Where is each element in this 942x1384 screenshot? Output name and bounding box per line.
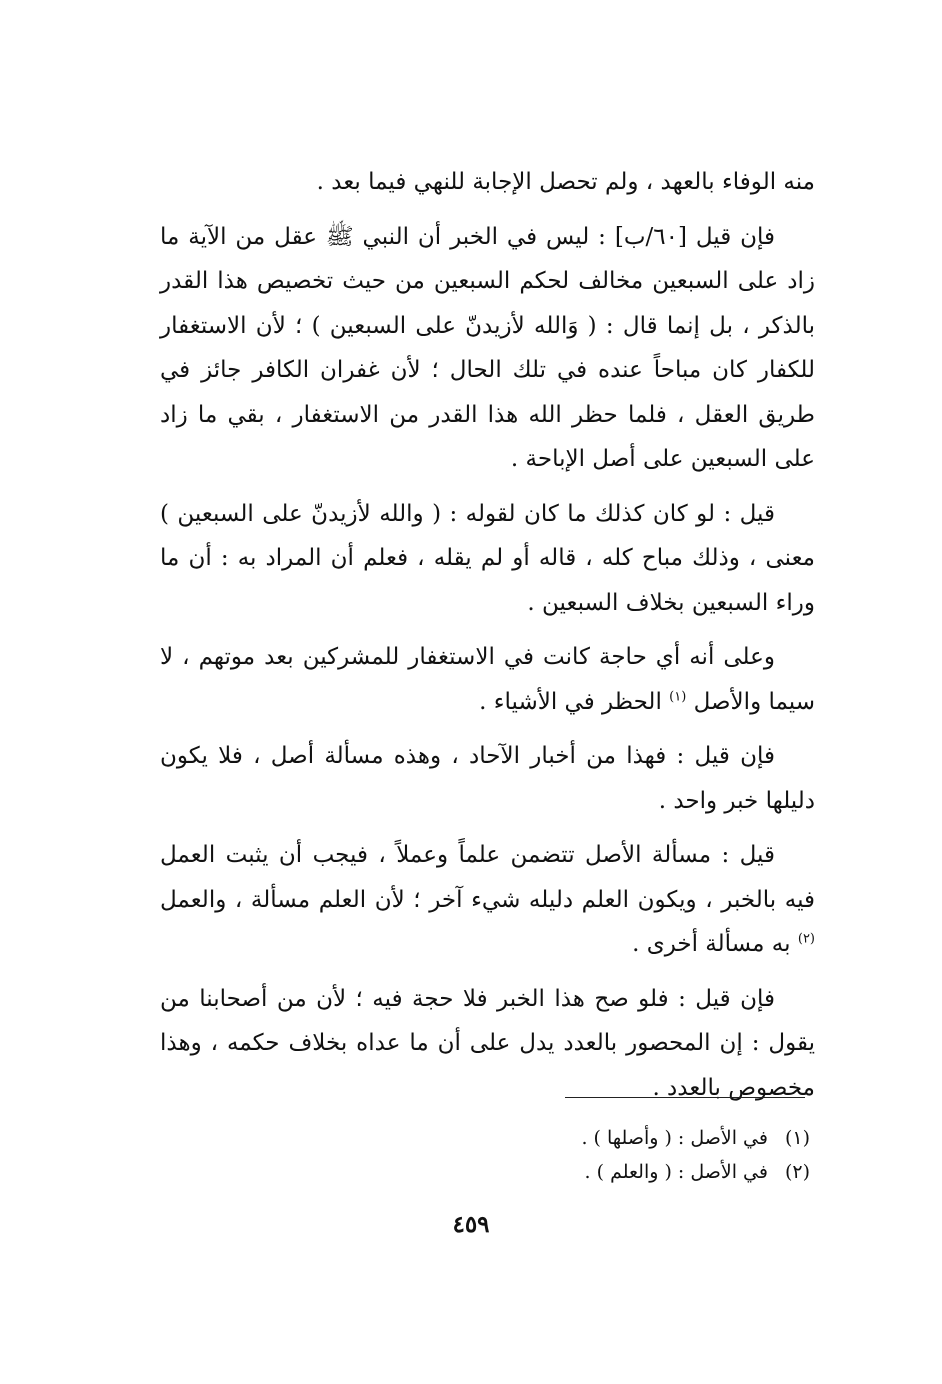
footnote-1-text: في الأصل : ( وأصلها ) . bbox=[581, 1127, 768, 1149]
page-number: ٤٥٩ bbox=[452, 1211, 490, 1238]
paragraph-2: فإن قيل [٦٠/ب] : ليس في الخبر أن النبي ﷺ عقل من الآية ما زاد على السبعين مخالف لحكم السبعين من حيث تخصيص هذا القدر بالذكر ، بل إنما قال : ( وَالله لأزيدنّ على السبعين ) ؛ لأن الاستغفار للكفار كان مباحاً عنده في تلك الحال ؛ لأن غفران الكافر جائز في طريق العقل ، فلما حظر الله هذا القدر من الاستغفار ، بقي ما زاد على السبعين على أصل الإباحة . bbox=[160, 223, 815, 472]
paragraph-6 bbox=[160, 833, 815, 967]
footnote-marker-2: (٢) bbox=[797, 931, 815, 947]
footnote-2-text: في الأصل : ( والعلم ) . bbox=[584, 1161, 768, 1183]
footnote-1-number: (١) bbox=[784, 1127, 810, 1149]
footnote-2 bbox=[380, 1155, 810, 1189]
paragraph-1: منه الوفاء بالعهد ، ولم تحصل الإجابة للنهي فيما بعد . bbox=[316, 169, 815, 195]
paragraph-4-text-before: وعلى أنه أي حاجة كانت في الاستغفار للمشركين بعد موتهم ، لا سيما والأصل bbox=[160, 644, 815, 715]
footnote-1 bbox=[380, 1121, 810, 1155]
paragraph-6-text-before: قيل : مسألة الأصل تتضمن علماً وعملاً ، فيجب أن يثبت العمل فيه بالخبر ، ويكون العلم دليله شيء آخر ؛ لأن العلم مسألة ، والعمل bbox=[160, 842, 815, 913]
paragraph-7: فإن قيل : فلو صح هذا الخبر فلا حجة فيه ؛ لأن من أصحابنا من يقول : إن المحصور بالعدد يدل على أن ما عداه بخلاف حكمه ، وهذا مخصوص بالعدد . bbox=[160, 985, 815, 1101]
footnote-divider bbox=[565, 1097, 805, 1098]
paragraph-4 bbox=[160, 635, 815, 724]
footnote-marker-1: (١) bbox=[669, 688, 687, 704]
paragraph-6-text-after: به مسألة أخرى . bbox=[632, 931, 791, 957]
paragraph-3: قيل : لو كان كذلك ما كان لقوله : ( والله لأزيدنّ على السبعين ) معنى ، وذلك مباح كله ، قاله أو لم يقله ، فعلم أن المراد به : أن ما وراء السبعين بخلاف السبعين . bbox=[160, 500, 815, 616]
footnotes bbox=[380, 1121, 810, 1189]
paragraph-4-text-after: الحظر في الأشياء . bbox=[479, 688, 662, 715]
footnote-2-number: (٢) bbox=[784, 1161, 810, 1183]
main-text bbox=[160, 160, 815, 1110]
paragraph-5: فإن قيل : فهذا من أخبار الآحاد ، وهذه مسألة أصل ، فلا يكون دليلها خبر واحد . bbox=[160, 743, 815, 814]
